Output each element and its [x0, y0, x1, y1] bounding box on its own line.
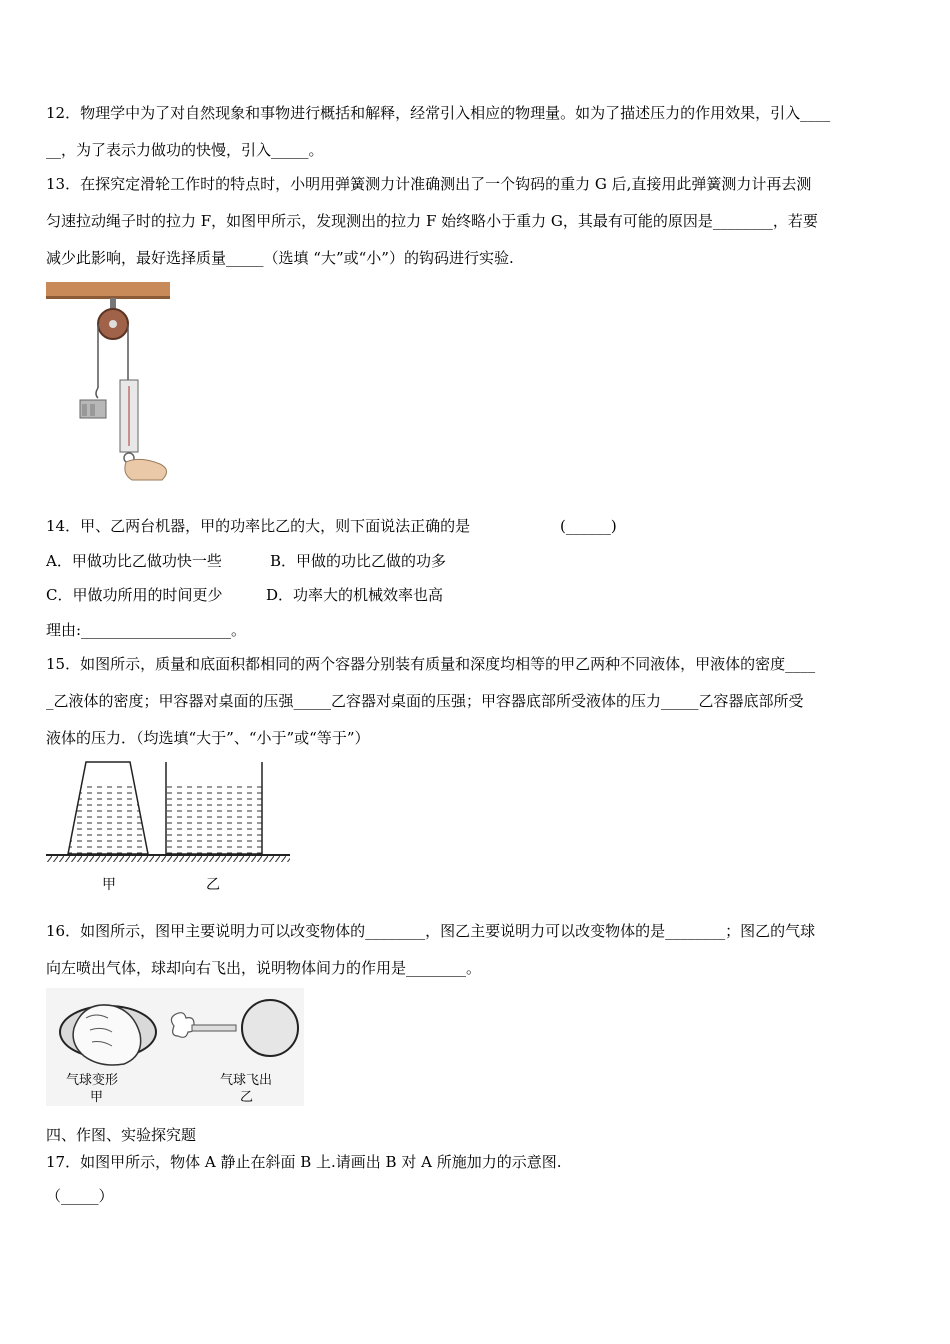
- q15-line-1: 15．如图所示，质量和底面积都相同的两个容器分别装有质量和深度均相等的甲乙两种不同液体，甲液体的密度____: [46, 655, 816, 673]
- q12-line-1: 12．物理学中为了对自然现象和事物进行概括和解释，经常引入相应的物理量。如为了描述压力的作用效果，引入____: [46, 104, 831, 122]
- q14-reason: 理由:____________________。: [46, 621, 247, 639]
- q13-line-2: 匀速拉动绳子时的拉力 F，如图甲所示，发现测出的拉力 F 始终略小于重力 G，其最有可能的原因是________，若要: [46, 212, 818, 230]
- section-title: 四、作图、实验探究题: [46, 1126, 197, 1144]
- pulley-figure: [46, 282, 176, 482]
- hand: [125, 459, 167, 480]
- q16-line-2: 向左喷出气体，球却向右飞出，说明物体间力的作用是________。: [46, 959, 482, 977]
- q14-option-a: A．甲做功比乙做功快一些: [46, 552, 222, 570]
- label-jia: 甲: [102, 877, 116, 893]
- q14-answer-blank: (______): [560, 517, 617, 535]
- label-yi: 乙: [206, 877, 220, 893]
- q14-option-c: C．甲做功所用的时间更少: [46, 586, 223, 604]
- caption-right: 气球飞出: [220, 1073, 273, 1088]
- container-yi-liquid: [166, 782, 262, 854]
- q14-stem: 14．甲、乙两台机器，甲的功率比乙的大，则下面说法正确的是: [46, 517, 471, 535]
- q17-line-1: 17．如图甲所示，物体 A 静止在斜面 B 上.请画出 B 对 A 所施加力的示意图.: [46, 1153, 562, 1171]
- q14-option-d: D．功率大的机械效率也高: [266, 586, 444, 604]
- caption-right-sub: 乙: [240, 1090, 254, 1105]
- q12-line-2: __，为了表示力做功的快慢，引入_____。: [46, 141, 324, 159]
- q13-line-1: 13．在探究定滑轮工作时的特点时，小明用弹簧测力计准确测出了一个钩码的重力 G 后,直接用此弹簧测力计再去测: [46, 175, 812, 193]
- q15-line-3: 液体的压力．（均选填“大于”、“小于”或“等于”）: [46, 729, 370, 747]
- balloons-figure: [46, 988, 304, 1106]
- caption-left: 气球变形: [66, 1073, 119, 1088]
- containers-figure: [46, 760, 296, 865]
- q14-option-b: B．甲做的功比乙做的功多: [270, 552, 447, 570]
- caption-left-sub: 甲: [90, 1090, 104, 1105]
- flying-balloon: [242, 1000, 298, 1056]
- ceiling-beam: [46, 282, 170, 298]
- q13-line-3: 减少此影响，最好选择质量_____（选填 “大”或“小”）的钩码进行实验.: [46, 249, 514, 267]
- q17-answer-blank: （_____）: [46, 1187, 114, 1205]
- q16-line-1: 16．如图所示，图甲主要说明力可以改变物体的________，图乙主要说明力可以改变物体的是________；图乙的气球: [46, 922, 816, 940]
- q15-line-2: _乙液体的密度；甲容器对桌面的压强_____乙容器对桌面的压强；甲容器底部所受液体的压力_____乙容器底部所受: [46, 692, 804, 710]
